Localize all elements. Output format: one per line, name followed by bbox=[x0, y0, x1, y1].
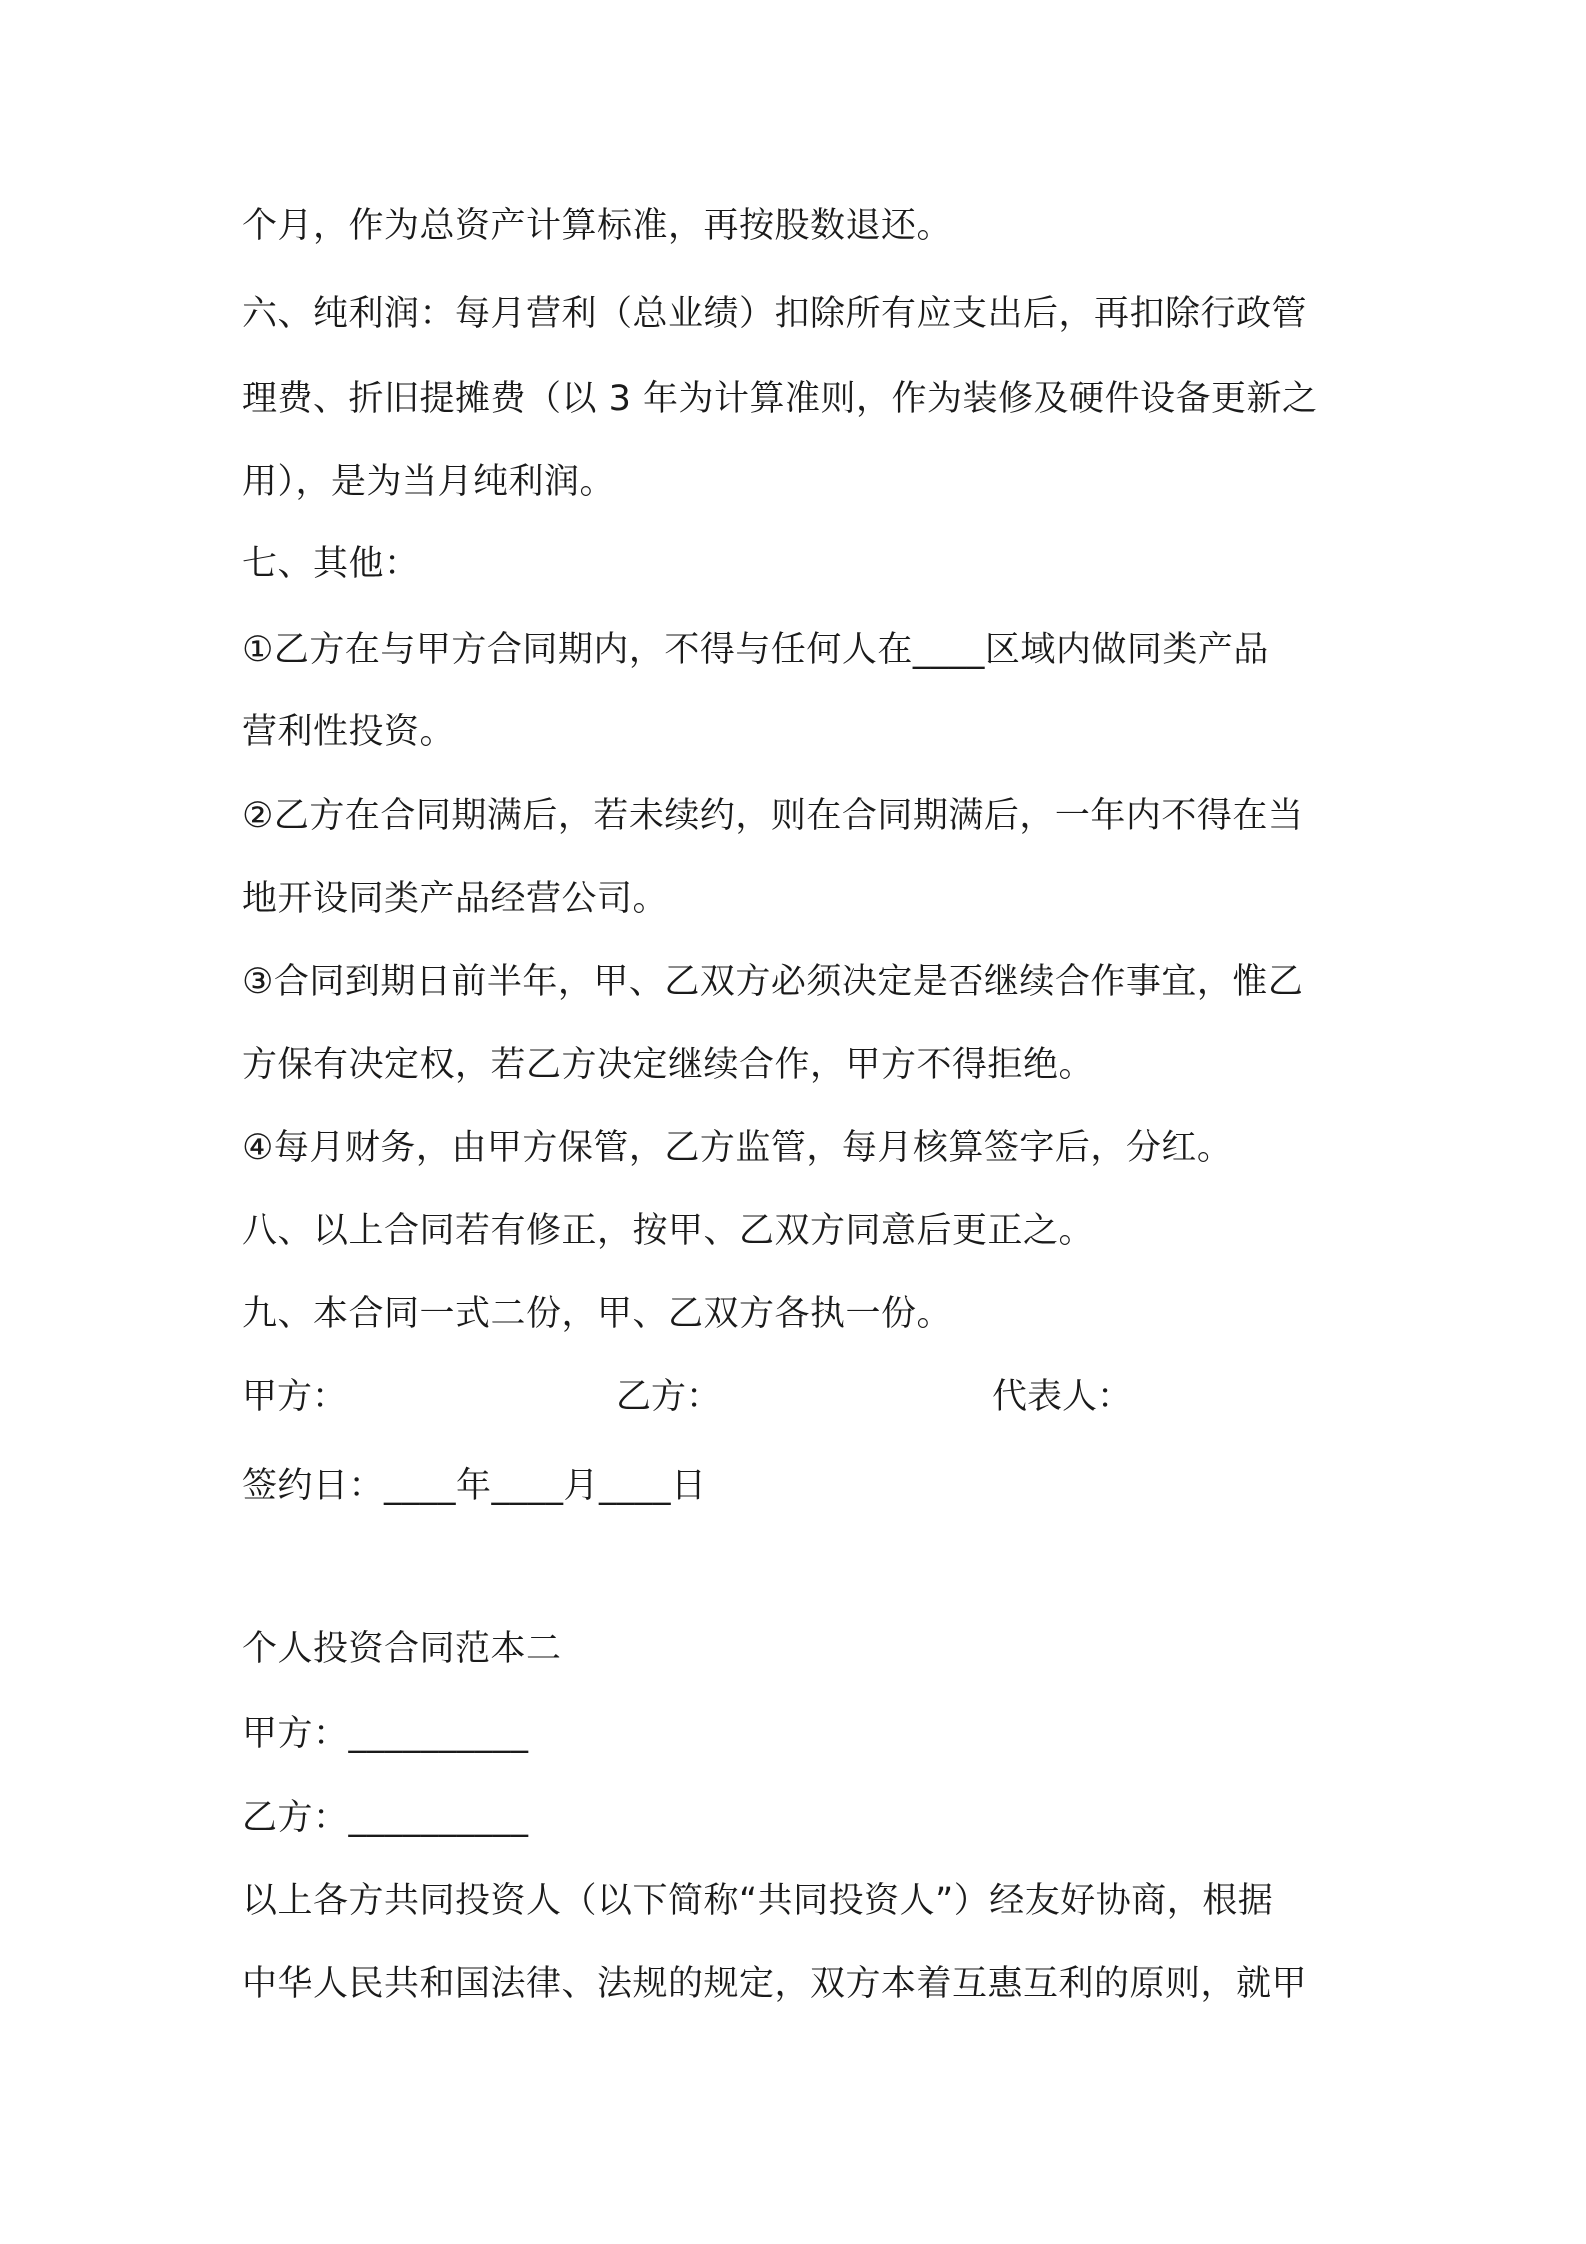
second-party-b: 乙方：__________ bbox=[242, 1798, 529, 1838]
clause-seven-item-1-line-1: ①乙方在与甲方合同期内，不得与任何人在____区域内做同类产品 bbox=[242, 630, 1269, 670]
second-template-title: 个人投资合同范本二 bbox=[242, 1629, 562, 1669]
clause-six-line-2: 理费、折旧提摊费（以 3 年为计算准则，作为装修及硬件设备更新之 bbox=[242, 379, 1318, 419]
clause-seven-item-2-line-2: 地开设同类产品经营公司。 bbox=[242, 879, 669, 919]
text-line: 个月，作为总资产计算标准，再按股数退还。 bbox=[242, 206, 953, 246]
party-b-signature-label: 乙方： bbox=[616, 1377, 722, 1417]
second-intro-line-1: 以上各方共同投资人（以下简称“共同投资人”）经友好协商，根据 bbox=[242, 1881, 1274, 1921]
representative-signature-label: 代表人： bbox=[992, 1377, 1133, 1417]
clause-six-line-1: 六、纯利润：每月营利（总业绩）扣除所有应支出后，再扣除行政管 bbox=[242, 294, 1308, 334]
clause-seven-item-1-line-2: 营利性投资。 bbox=[242, 712, 456, 752]
clause-seven-item-3-line-1: ③合同到期日前半年，甲、乙双方必须决定是否继续合作事宜，惟乙 bbox=[242, 962, 1304, 1002]
second-party-a: 甲方：__________ bbox=[242, 1714, 529, 1754]
sign-date: 签约日：____年____月____日 bbox=[242, 1466, 707, 1506]
clause-six-line-3: 用），是为当月纯利润。 bbox=[242, 462, 616, 502]
clause-eight: 八、以上合同若有修正，按甲、乙双方同意后更正之。 bbox=[242, 1211, 1095, 1251]
clause-nine: 九、本合同一式二份，甲、乙双方各执一份。 bbox=[242, 1294, 953, 1334]
clause-seven-item-2-line-1: ②乙方在合同期满后，若未续约，则在合同期满后，一年内不得在当 bbox=[242, 796, 1304, 836]
clause-seven-item-3-line-2: 方保有决定权，若乙方决定继续合作，甲方不得拒绝。 bbox=[242, 1045, 1095, 1085]
party-a-signature-label: 甲方： bbox=[242, 1377, 348, 1417]
clause-seven-item-4: ④每月财务，由甲方保管，乙方监管，每月核算签字后，分红。 bbox=[242, 1128, 1233, 1168]
second-intro-line-2: 中华人民共和国法律、法规的规定，双方本着互惠互利的原则，就甲 bbox=[242, 1964, 1308, 2004]
clause-seven-heading: 七、其他： bbox=[242, 544, 420, 584]
